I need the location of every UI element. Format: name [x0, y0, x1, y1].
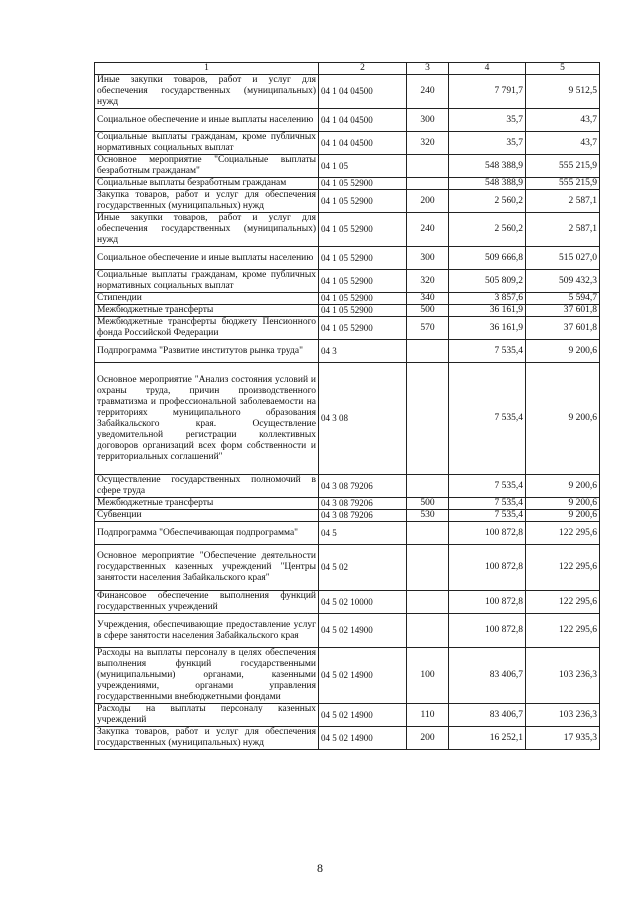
row-amount-1: 7 535,4 [449, 498, 526, 510]
row-name: Социальные выплаты гражданам, кроме публичных нормативных социальных выплат [95, 270, 319, 293]
row-amount-2: 37 601,8 [526, 317, 600, 340]
row-name: Межбюджетные трансферты [95, 305, 319, 317]
row-expense-type [407, 614, 449, 648]
row-name: Социальные выплаты безработным гражданам [95, 178, 319, 190]
row-expense-type: 570 [407, 317, 449, 340]
table-row [95, 363, 600, 475]
row-expense-type: 500 [407, 305, 449, 317]
row-amount-2: 43,7 [526, 109, 600, 132]
row-expense-type [407, 522, 449, 545]
row-amount-1: 3 857,6 [449, 293, 526, 305]
row-name: Основное мероприятие "Анализ состояния условий и охраны труда, причин производственного травматизма и профессиональной заболеваемости на территориях муниципального образования Забайкальского края. Осуществление уведомительной регистрации коллективных договоров организаций всех форм собственности и территориальных соглашений" [95, 363, 319, 475]
row-code: 04 1 05 [319, 155, 407, 178]
col-header-expense-type: 3 [407, 63, 449, 75]
row-amount-1: 7 535,4 [449, 363, 526, 475]
row-amount-2: 9 200,6 [526, 340, 600, 363]
row-amount-1: 7 535,4 [449, 475, 526, 498]
row-expense-type [407, 340, 449, 363]
row-amount-2: 122 295,6 [526, 545, 600, 591]
row-code: 04 5 02 10000 [319, 591, 407, 614]
row-amount-1: 2 560,2 [449, 213, 526, 247]
row-amount-1: 548 388,9 [449, 155, 526, 178]
row-expense-type: 240 [407, 213, 449, 247]
row-code: 04 1 05 52900 [319, 213, 407, 247]
row-amount-2: 103 236,3 [526, 648, 600, 704]
row-name: Основное мероприятие "Социальные выплаты безработным гражданам" [95, 155, 319, 178]
row-expense-type [407, 363, 449, 475]
row-amount-2: 5 594,7 [526, 293, 600, 305]
row-name: Расходы на выплаты персоналу казенных учреждений [95, 704, 319, 727]
row-amount-1: 505 809,2 [449, 270, 526, 293]
row-code: 04 1 05 52900 [319, 190, 407, 213]
row-expense-type [407, 475, 449, 498]
row-name: Осуществление государственных полномочий в сфере труда [95, 475, 319, 498]
row-amount-1: 2 560,2 [449, 190, 526, 213]
row-name: Субвенции [95, 510, 319, 522]
row-code: 04 5 02 14900 [319, 648, 407, 704]
row-expense-type [407, 178, 449, 190]
row-name: Подпрограмма "Развитие институтов рынка труда" [95, 340, 319, 363]
row-expense-type: 110 [407, 704, 449, 727]
table-row [95, 132, 600, 155]
row-expense-type: 340 [407, 293, 449, 305]
table-row [95, 340, 600, 363]
row-amount-1: 100 872,8 [449, 614, 526, 648]
table-row [95, 293, 600, 305]
row-expense-type: 200 [407, 190, 449, 213]
row-amount-2: 43,7 [526, 132, 600, 155]
table-row [95, 213, 600, 247]
row-expense-type [407, 545, 449, 591]
col-header-name: 1 [95, 63, 319, 75]
row-amount-2: 9 200,6 [526, 510, 600, 522]
row-name: Иные закупки товаров, работ и услуг для обеспечения государственных (муниципальных) нужд [95, 213, 319, 247]
row-amount-2: 9 200,6 [526, 363, 600, 475]
row-code: 04 1 05 52900 [319, 270, 407, 293]
row-amount-2: 122 295,6 [526, 591, 600, 614]
row-name: Социальное обеспечение и иные выплаты населению [95, 109, 319, 132]
row-amount-2: 2 587,1 [526, 190, 600, 213]
row-amount-2: 17 935,3 [526, 727, 600, 750]
row-name: Закупка товаров, работ и услуг для обеспечения государственных (муниципальных) нужд [95, 190, 319, 213]
row-name: Межбюджетные трансферты [95, 498, 319, 510]
row-code: 04 1 05 52900 [319, 293, 407, 305]
table-row [95, 155, 600, 178]
row-amount-1: 16 252,1 [449, 727, 526, 750]
row-code: 04 1 05 52900 [319, 178, 407, 190]
column-number-row [95, 63, 600, 75]
row-expense-type: 200 [407, 727, 449, 750]
budget-table [94, 62, 600, 750]
row-name: Расходы на выплаты персоналу в целях обеспечения выполнения функций государственными (муниципальными) органами, казенными учреждениями, органами управления государственными внебюджетными фондами [95, 648, 319, 704]
row-amount-1: 35,7 [449, 132, 526, 155]
row-code: 04 5 02 14900 [319, 704, 407, 727]
row-amount-2: 555 215,9 [526, 155, 600, 178]
table-row [95, 591, 600, 614]
row-amount-1: 36 161,9 [449, 305, 526, 317]
row-amount-2: 2 587,1 [526, 213, 600, 247]
col-header-amount-1: 4 [449, 63, 526, 75]
row-code: 04 3 [319, 340, 407, 363]
row-expense-type: 240 [407, 75, 449, 109]
table-row [95, 704, 600, 727]
row-expense-type: 320 [407, 270, 449, 293]
row-amount-1: 7 535,4 [449, 340, 526, 363]
row-amount-2: 515 027,0 [526, 247, 600, 270]
table-row [95, 190, 600, 213]
row-expense-type: 300 [407, 109, 449, 132]
row-code: 04 1 05 52900 [319, 247, 407, 270]
row-name: Закупка товаров, работ и услуг для обеспечения государственных (муниципальных) нужд [95, 727, 319, 750]
row-name: Финансовое обеспечение выполнения функций государственных учреждений [95, 591, 319, 614]
row-amount-2: 9 200,6 [526, 475, 600, 498]
table-body [95, 75, 600, 750]
col-header-amount-2: 5 [526, 63, 600, 75]
row-amount-1: 83 406,7 [449, 704, 526, 727]
row-expense-type: 320 [407, 132, 449, 155]
row-expense-type: 500 [407, 498, 449, 510]
row-name: Основное мероприятие "Обеспечение деятельности государственных казенных учреждений "Центры занятости населения Забайкальского края" [95, 545, 319, 591]
row-name: Подпрограмма "Обеспечивающая подпрограмма" [95, 522, 319, 545]
row-name: Социальное обеспечение и иные выплаты населению [95, 247, 319, 270]
row-expense-type: 100 [407, 648, 449, 704]
row-amount-1: 100 872,8 [449, 591, 526, 614]
row-amount-1: 7 791,7 [449, 75, 526, 109]
row-code: 04 3 08 79206 [319, 510, 407, 522]
row-amount-2: 37 601,8 [526, 305, 600, 317]
col-header-code: 2 [319, 63, 407, 75]
row-amount-2: 103 236,3 [526, 704, 600, 727]
row-amount-2: 122 295,6 [526, 614, 600, 648]
table-row [95, 545, 600, 591]
row-amount-1: 509 666,8 [449, 247, 526, 270]
row-expense-type [407, 155, 449, 178]
row-name: Социальные выплаты гражданам, кроме публичных нормативных социальных выплат [95, 132, 319, 155]
table-row [95, 498, 600, 510]
row-expense-type: 300 [407, 247, 449, 270]
row-code: 04 1 04 04500 [319, 75, 407, 109]
row-code: 04 3 08 79206 [319, 498, 407, 510]
row-amount-2: 9 512,5 [526, 75, 600, 109]
row-name: Учреждения, обеспечивающие предоставление услуг в сфере занятости населения Забайкальского края [95, 614, 319, 648]
row-code: 04 1 04 04500 [319, 132, 407, 155]
table-row [95, 510, 600, 522]
table-row [95, 475, 600, 498]
table-row [95, 522, 600, 545]
row-code: 04 5 02 14900 [319, 727, 407, 750]
table-row [95, 305, 600, 317]
row-amount-2: 555 215,9 [526, 178, 600, 190]
row-amount-1: 83 406,7 [449, 648, 526, 704]
row-code: 04 1 05 52900 [319, 317, 407, 340]
table-row [95, 75, 600, 109]
table-row [95, 614, 600, 648]
row-name: Иные закупки товаров, работ и услуг для обеспечения государственных (муниципальных) нужд [95, 75, 319, 109]
row-name: Межбюджетные трансферты бюджету Пенсионного фонда Российской Федерации [95, 317, 319, 340]
row-code: 04 1 05 52900 [319, 305, 407, 317]
page-number: 8 [317, 861, 323, 875]
row-code: 04 5 02 14900 [319, 614, 407, 648]
row-code: 04 3 08 [319, 363, 407, 475]
row-amount-1: 100 872,8 [449, 545, 526, 591]
row-amount-2: 9 200,6 [526, 498, 600, 510]
table-row [95, 648, 600, 704]
table-row [95, 317, 600, 340]
table-row [95, 109, 600, 132]
row-code: 04 1 04 04500 [319, 109, 407, 132]
table-row [95, 727, 600, 750]
row-amount-1: 36 161,9 [449, 317, 526, 340]
row-amount-1: 35,7 [449, 109, 526, 132]
row-name: Стипендии [95, 293, 319, 305]
table-row [95, 270, 600, 293]
row-code: 04 5 [319, 522, 407, 545]
row-amount-1: 548 388,9 [449, 178, 526, 190]
row-amount-1: 7 535,4 [449, 510, 526, 522]
row-code: 04 5 02 [319, 545, 407, 591]
row-amount-2: 122 295,6 [526, 522, 600, 545]
row-amount-1: 100 872,8 [449, 522, 526, 545]
table-row [95, 247, 600, 270]
row-expense-type [407, 591, 449, 614]
row-code: 04 3 08 79206 [319, 475, 407, 498]
row-expense-type: 530 [407, 510, 449, 522]
table-row [95, 178, 600, 190]
row-amount-2: 509 432,3 [526, 270, 600, 293]
